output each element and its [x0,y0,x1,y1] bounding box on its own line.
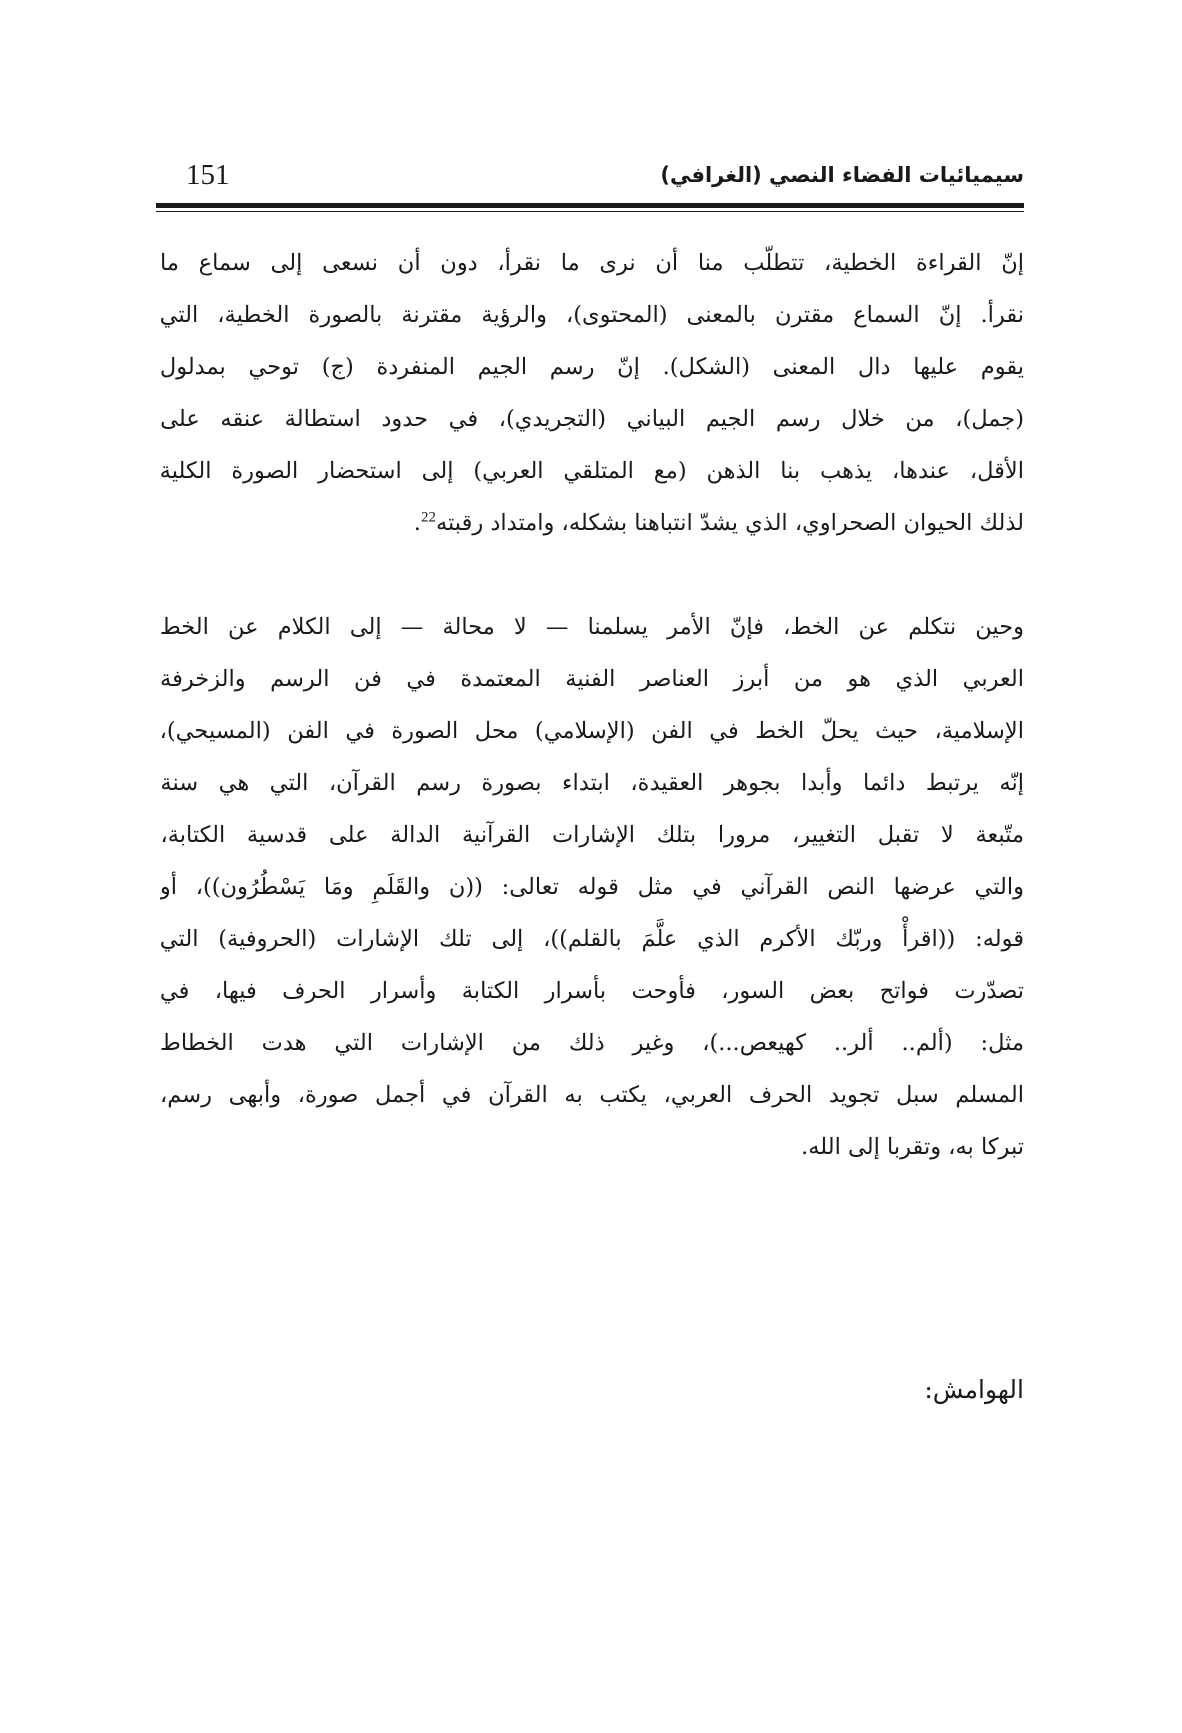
footnotes-heading: الهوامش: [924,1375,1024,1404]
text-line: نقرأ. إنّ السماع مقترن بالمعنى (المحتوى)، والرؤية مقترنة بالصورة الخطية، التي [160,302,1024,328]
page-number: 151 [186,159,230,191]
text-line: يقوم عليها دال المعنى (الشكل). إنّ رسم الجيم المنفردة (ج) توحي بمدلول [160,354,1024,380]
body-paragraph-2 [160,601,1024,1173]
text-line: الأقل، عندها، يذهب بنا الذهن (مع المتلقي العربي) إلى استحضار الصورة الكلية [160,458,1024,484]
body-paragraph-1 [160,237,1024,549]
text-line: العربي الذي هو من أبرز العناصر الفنية المعتمدة في فن الرسم والزخرفة [160,666,1024,692]
footnote-reference: 22 [420,509,436,526]
text-line: مثل: (ألم.. ألر.. كهيعص...)، وغير ذلك من الإشارات التي هدت الخطاط [160,1030,1024,1056]
text-line: المسلم سبل تجويد الحرف العربي، يكتب به القرآن في أجمل صورة، وأبهى رسم، [160,1082,1024,1108]
text-line: متّبعة لا تقبل التغيير، مرورا بتلك الإشارات القرآنية الدالة على قدسية الكتابة، [160,822,1024,848]
header-rule-thin [156,211,1024,212]
running-title: سيميائيات الفضاء النصي (الغرافي) [660,163,1024,187]
header-rule [156,203,1024,208]
text-line: تصدّرت فواتح بعض السور، فأوحت بأسرار الكتابة وأسرار الحرف فيها، في [160,978,1024,1004]
text-line-content: لذلك الحيوان الصحراوي، الذي يشدّ انتباهنا بشكله، وامتداد رقبته [435,510,1024,536]
text-line: وحين نتكلم عن الخط، فإنّ الأمر يسلمنا — لا محالة — إلى الكلام عن الخط [160,614,1024,640]
text-line: تبركا به، وتقربا إلى الله. [801,1134,1024,1160]
text-line: الإسلامية، حيث يحلّ الخط في الفن (الإسلامي) محل الصورة في الفن (المسيحي)، [160,718,1024,744]
page-header [156,150,1024,202]
sentence-end: . [413,510,421,536]
text-line: إنّه يرتبط دائما وأبدا بجوهر العقيدة، ابتداء بصورة رسم القرآن، التي هي سنة [160,770,1024,796]
text-line: والتي عرضها النص القرآني في مثل قوله تعالى: ((ن والقَلَمِ ومَا يَسْطُرُون))، أو [160,874,1024,900]
text-line: (جمل)، من خلال رسم الجيم البياني (التجريدي)، في حدود استطالة عنقه على [160,406,1024,432]
text-line: إنّ القراءة الخطية، تتطلّب منا أن نرى ما نقرأ، دون أن نسعى إلى سماع ما [160,250,1024,276]
text-line-last [160,497,1024,549]
text-line: قوله: ((اقرأْ وربّك الأكرم الذي علَّمَ بالقلم))، إلى تلك الإشارات (الحروفية) التي [160,926,1024,952]
